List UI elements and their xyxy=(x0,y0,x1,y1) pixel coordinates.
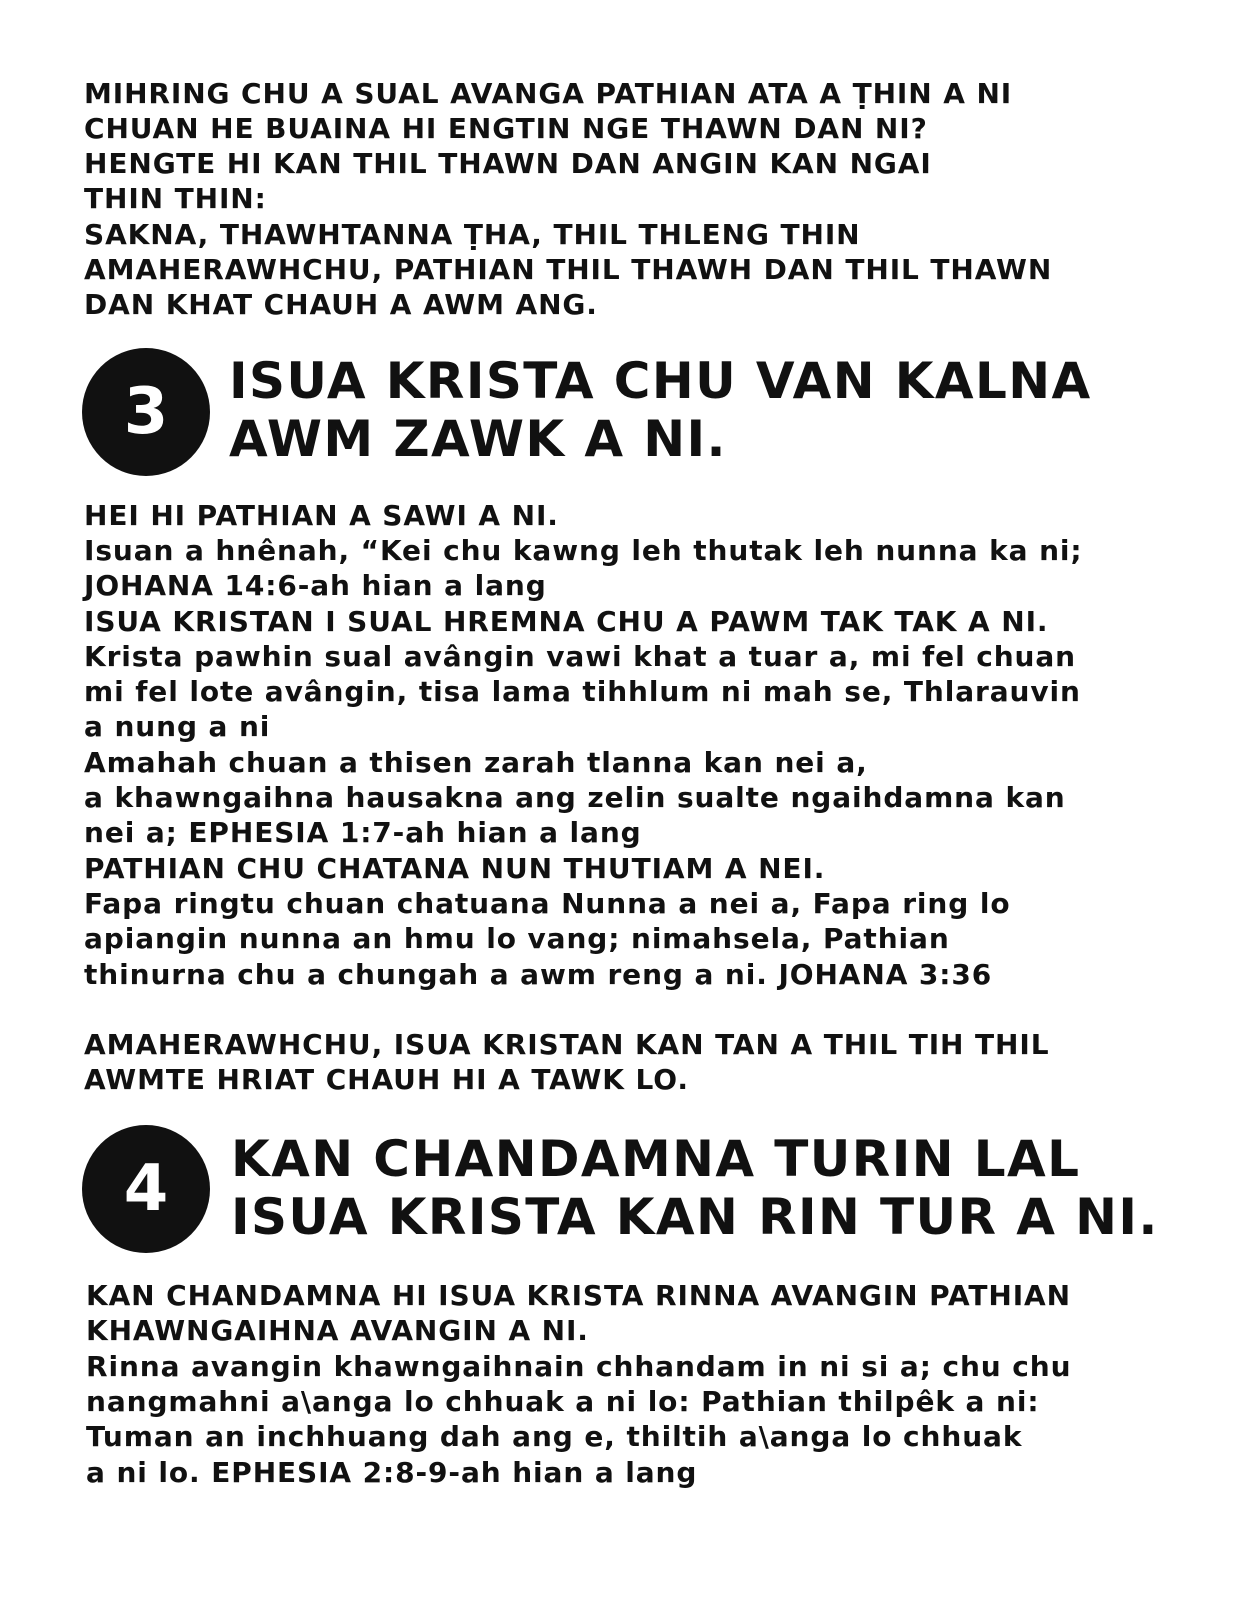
body-line: Isuan a hnênah, “Kei chu kawng leh thutak leh nunna ka ni; xyxy=(84,534,1083,567)
body-line: a khawngaihna hausakna ang zelin sualte ngaihdamna kan xyxy=(84,781,1066,814)
body-line: a ni lo. EPHESIA 2:8-9-ah hian a lang xyxy=(86,1456,698,1489)
body-line: Amahah chuan a thisen zarah tlanna kan nei a, xyxy=(84,746,868,779)
step-number-badge: 4 xyxy=(82,1125,210,1253)
body-line: apiangin nunna an hmu lo vang; nimahsela, Pathian xyxy=(84,922,950,955)
body-line: a nung a ni xyxy=(84,710,271,743)
intro-line: MIHRING CHU A SUAL AVANGA PATHIAN ATA A ṬHIN A NI xyxy=(84,77,1013,110)
body-line: nangmahni a\anga lo chhuak a ni lo: Pathian thilpêk a ni: xyxy=(86,1385,1040,1418)
section-heading: ISUA KRISTA CHU VAN KALNA xyxy=(229,352,1092,410)
section-heading: ISUA KRISTA KAN RIN TUR A NI. xyxy=(231,1188,1159,1246)
body-line: AMAHERAWHCHU, ISUA KRISTAN KAN TAN A THIL TIH THIL xyxy=(84,1028,1050,1061)
body-line: HEI HI PATHIAN A SAWI A NI. xyxy=(84,499,559,532)
step-number-badge: 3 xyxy=(82,348,210,476)
body-line: KHAWNGAIHNA AVANGIN A NI. xyxy=(86,1314,589,1347)
body-line: thinurna chu a chungah a awm reng a ni. JOHANA 3:36 xyxy=(84,958,993,991)
body-line: PATHIAN CHU CHATANA NUN THUTIAM A NEI. xyxy=(84,852,826,885)
intro-line: SAKNA, THAWHTANNA ṬHA, THIL THLENG THIN xyxy=(84,218,861,251)
body-line: mi fel lote avângin, tisa lama tihhlum ni mah se, Thlarauvin xyxy=(84,675,1081,708)
body-line: ISUA KRISTAN I SUAL HREMNA CHU A PAWM TAK TAK A NI. xyxy=(84,605,1049,638)
intro-line: AMAHERAWHCHU, PATHIAN THIL THAWH DAN THIL THAWN xyxy=(84,253,1053,286)
body-line: JOHANA 14:6-ah hian a lang xyxy=(84,569,547,602)
intro-line: DAN KHAT CHAUH A AWM ANG. xyxy=(84,288,598,321)
section-heading: KAN CHANDAMNA TURIN LAL xyxy=(231,1130,1081,1188)
intro-line: HENGTE HI KAN THIL THAWN DAN ANGIN KAN NGAI xyxy=(84,147,932,180)
body-line: Rinna avangin khawngaihnain chhandam in ni si a; chu chu xyxy=(86,1350,1072,1383)
section-heading: AWM ZAWK A NI. xyxy=(229,410,727,468)
intro-line: CHUAN HE BUAINA HI ENGTIN NGE THAWN DAN NI? xyxy=(84,112,928,145)
intro-line: THIN THIN: xyxy=(84,182,267,215)
body-line: KAN CHANDAMNA HI ISUA KRISTA RINNA AVANGIN PATHIAN xyxy=(86,1279,1071,1312)
body-line: Tuman an inchhuang dah ang e, thiltih a\anga lo chhuak xyxy=(86,1420,1023,1453)
body-line: Fapa ringtu chuan chatuana Nunna a nei a, Fapa ring lo xyxy=(84,887,1011,920)
body-line: Krista pawhin sual avângin vawi khat a tuar a, mi fel chuan xyxy=(84,640,1077,673)
body-line: AWMTE HRIAT CHAUH HI A TAWK LO. xyxy=(84,1063,689,1096)
body-line: nei a; EPHESIA 1:7-ah hian a lang xyxy=(84,816,642,849)
